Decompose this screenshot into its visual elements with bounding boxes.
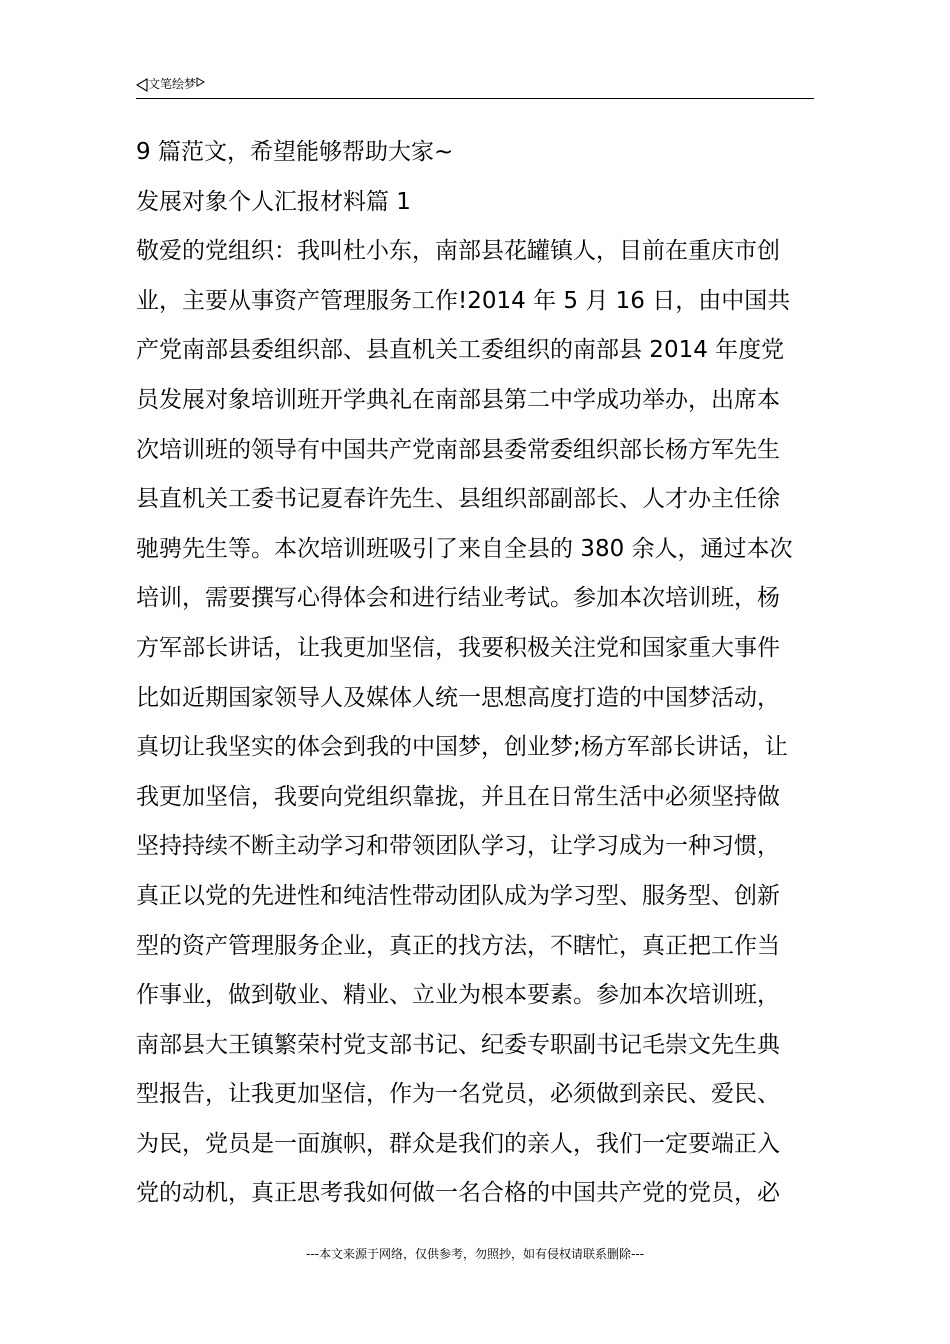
- header-brand: [136, 76, 205, 92]
- text-line: 真正以党的先进性和纯洁性带动团队成为学习型、服务型、创新: [136, 882, 780, 909]
- text-line: 坚持持续不断主动学习和带领团队学习，让学习成为一种习惯，: [136, 833, 780, 860]
- intro-line: 9 篇范文，希望能够帮助大家~: [136, 139, 454, 165]
- text-line: 型报告，让我更加坚信，作为一名党员，必须做到亲民、爱民、: [136, 1081, 780, 1108]
- text-line: 业，主要从事资产管理服务工作!2014 年 5 月 16 日，由中国共: [136, 287, 791, 314]
- left-triangle-icon: [136, 78, 148, 92]
- text-line: 县直机关工委书记夏春许先生、县组织部副部长、人才办主任徐: [136, 486, 780, 513]
- text-line: 方军部长讲话，让我更加坚信，我要积极关注党和国家重大事件: [136, 634, 780, 661]
- text-line: 为民，党员是一面旗帜，群众是我们的亲人，我们一定要端正入: [136, 1130, 780, 1157]
- text-line: 产党南部县委组织部、县直机关工委组织的南部县 2014 年度党: [136, 337, 785, 364]
- page-footer-notice: ---本文来源于网络，仅供参考，勿照抄，如有侵权请联系删除---: [306, 1247, 644, 1261]
- section-title: 发展对象个人汇报材料篇 1: [136, 188, 411, 215]
- text-line: 作事业，做到敬业、精业、立业为根本要素。参加本次培训班，: [136, 982, 780, 1009]
- right-triangle-icon: [196, 77, 205, 89]
- text-line: 党的动机，真正思考我如何做一名合格的中国共产党的党员，必: [136, 1180, 780, 1207]
- text-line: 我更加坚信，我要向党组织靠拢，并且在日常生活中必须坚持做: [136, 783, 780, 810]
- document-body: [136, 128, 816, 1219]
- text-line: 驰骋先生等。本次培训班吸引了来自全县的 380 余人，通过本次: [136, 535, 793, 562]
- text-line: 比如近期国家领导人及媒体人统一思想高度打造的中国梦活动，: [136, 684, 780, 711]
- page-header: [136, 74, 814, 99]
- text-line: 培训，需要撰写心得体会和进行结业考试。参加本次培训班，杨: [136, 585, 780, 612]
- text-line: 真切让我坚实的体会到我的中国梦，创业梦;杨方军部长讲话，让: [136, 734, 788, 761]
- text-line: 南部县大王镇繁荣村党支部书记、纪委专职副书记毛崇文先生典: [136, 1031, 780, 1058]
- header-brand-text: 文笔绘梦: [148, 77, 197, 91]
- text-line: 员发展对象培训班开学典礼在南部县第二中学成功举办，出席本: [136, 386, 780, 413]
- text-line: 次培训班的领导有中国共产党南部县委常委组织部长杨方军先生: [136, 436, 780, 463]
- text-line: 敬爱的党组织：我叫杜小东，南部县花罐镇人，目前在重庆市创: [136, 238, 780, 265]
- text-line: 型的资产管理服务企业，真正的找方法，不瞎忙，真正把工作当: [136, 932, 780, 959]
